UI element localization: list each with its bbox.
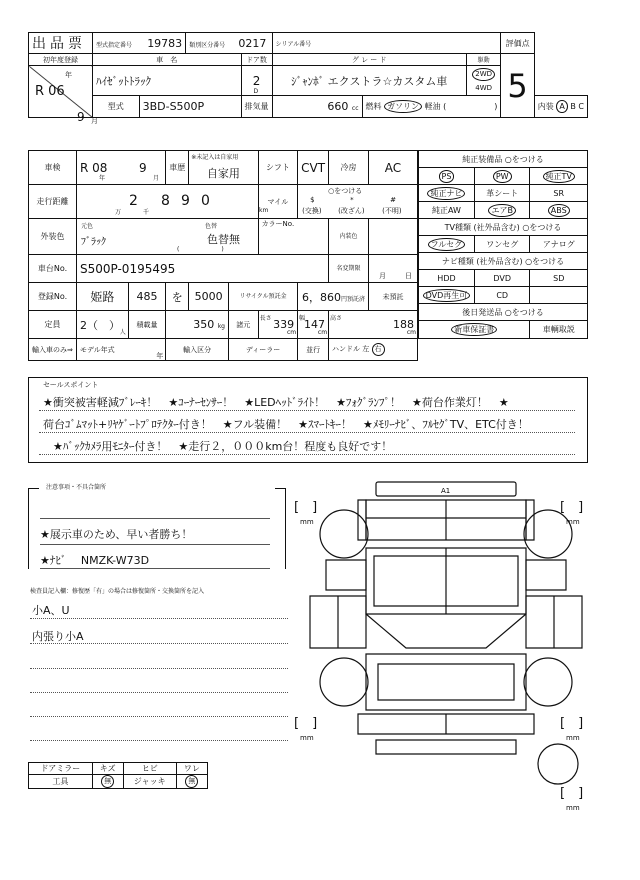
doors-label: ドア数 [241,54,272,66]
import-class-label: 輸入区分 [166,339,229,361]
note-line-2: ★展示車のため、早い者勝ち！ [40,528,193,541]
name-change-day: 日 [405,272,412,280]
width-label: 幅 [299,315,306,322]
drive-4wd: 4WD [475,83,493,92]
import-label: 輸入車のみ⇒ [29,339,77,361]
equip-ps: PS [439,170,455,183]
equip-leather: 革シート [474,185,530,202]
tv-header: TV種類 (社外品含む) ○をつける [419,219,588,236]
length-label: 長さ [259,315,272,322]
mileage-label: 走行距離 [29,185,77,219]
height-cm: cm [406,329,416,336]
equip-airbag: エアB [488,204,516,217]
inspection-label: 車検 [29,151,77,185]
form-title: 出品票 [29,33,93,54]
bracket-rear-left: [ ] [294,716,318,731]
vehicle-header-table [28,32,588,125]
interior-label: 内装 [537,102,554,111]
equip-genuine-tv: 純正TV [543,170,575,183]
color-change: 色替無 [206,233,240,246]
handle-left: 左 [362,345,370,353]
grade-name: ｼﾞｬﾝﾎﾞ エクストラ☆カスタム車 [272,66,466,96]
capacity-label: 定員 [29,311,77,339]
navi-header: ナビ種類 (社外品含む) ○をつける [419,253,588,270]
model-year-unit: 年 [156,352,164,360]
month-suffix: 月 [91,117,98,125]
interior-color-label: 内装色 [329,219,369,255]
inspector-line-2: 内張り小A [32,630,84,643]
spare-tire-diagram [534,740,584,790]
acc-header-crack: ヒビ [123,763,176,775]
mm-rear-left: mm [300,734,314,742]
meter-exchange-sub: (交換) [302,207,322,215]
inspection-year: R 08 [79,160,108,175]
equip-pw: PW [493,170,512,183]
length-cm: cm [286,329,297,336]
height-value: 188 [393,318,414,331]
chassis-value: S500P-0195495 [76,255,328,283]
reg-class: 485 [128,283,166,311]
tv-oneseg: ワンセグ [474,236,530,253]
bracket-front-right: [ ] [560,500,584,515]
shift-label: シフト [258,151,298,185]
width-cm: cm [317,329,328,336]
navi-empty [530,287,588,304]
acc-tools-label: 工具 [29,775,93,789]
displacement-label: 排気量 [241,96,272,118]
capacity-value: 2（ ） [79,318,120,332]
reg-area: 姫路 [76,283,128,311]
sales-point-line-3: ★ﾊﾞｯｸｶﾒﾗ用ﾓﾆﾀｰ付き！ ★走行２，０００km台！程度も良好です！ [53,440,393,453]
meter-unknown-sub: (不明) [382,207,402,215]
inspection-year-unit: 年 [98,175,105,182]
interior-c: C [578,102,584,111]
interior-color-value [369,219,418,255]
chassis-label: 車台No. [29,255,77,283]
meter-tamper: * [350,196,354,204]
load-label: 積載量 [128,311,166,339]
mileage-digit-2: 8 [160,193,170,209]
doors-value: 2 [252,73,261,88]
class-no: 0217 [238,36,267,50]
navi-dvd-play: DVD再生可 [423,289,471,302]
mileage-sen-unit: 千 [142,209,149,216]
first-reg-month: 9 [77,110,85,124]
mileage-digit-4: 0 [200,193,210,209]
tv-fullseg: フルセグ [428,238,466,251]
serial-label: シリアル番号 [275,40,312,48]
car-name-label: 車 名 [92,54,241,66]
interior-b: B [570,102,576,111]
sales-points-label: セールスポイント [43,381,99,389]
navi-hdd: HDD [419,270,475,287]
grade-points-label: 評価点 [501,33,534,54]
navi-cd: CD [474,287,530,304]
bracket-front-left: [ ] [294,500,318,515]
model-value: 3BD-S500P [139,96,241,118]
fuel-paren: ( ) [443,102,498,111]
equipment-table [418,150,588,339]
mileage-digit-1: 2 [128,193,138,209]
first-reg-label: 初年度登録 [29,54,93,66]
usage-label: 車歴 [166,151,189,185]
meter-unknown: # [390,196,396,204]
mileage-man-unit: 万 [114,209,121,216]
later-manual: 車輌取説 [530,321,588,339]
import-dealer: ディーラー [229,339,298,361]
grade-points-value: 5 [501,54,534,118]
color-change-label: 色替 [204,223,217,230]
load-unit: kg [217,323,225,330]
mileage-digit-3: 9 [180,193,190,209]
navi-dvd: DVD [474,270,530,287]
name-change-label: 名変期限 [329,255,369,283]
mile-label: マイル [258,185,298,219]
later-warranty: 新車保証書 [451,323,497,336]
tv-analog: アナログ [530,236,588,253]
fuel-label: 燃料 [365,102,382,111]
usage-note: ※未記入は自家用 [191,154,239,161]
inspector-line-1: 小A、U [32,604,70,617]
vehicle-details-table [28,150,418,361]
reg-kana: を [166,283,189,311]
load-value: 350 [193,318,215,331]
first-reg-year: R 06 [35,84,65,99]
ac-label: 冷房 [329,151,369,185]
model-label: 型式 [92,96,139,118]
drive-2wd: 2WD [472,68,495,81]
notes-label: 注意事項・不具合箇所 [46,484,107,491]
acc-header-scratch: キズ [92,763,123,775]
acc-header-mirror: ドアミラー [29,763,93,775]
meter-tamper-sub: (改ざん) [338,207,365,215]
mm-spare: mm [566,804,580,812]
model-year-label: モデル年式 [79,345,115,354]
usage-value: 自家用 [206,166,240,180]
length-value: 339 [273,318,295,331]
meter-exchange: $ [310,196,315,204]
inspection-month-unit: 月 [152,175,159,182]
fuel-gasoline: ガソリン [384,100,422,113]
later-header: 後日発送品 ○をつける [419,304,588,321]
acc-tools-value: 無 [101,775,114,788]
inspection-month: 9 [138,161,147,175]
sales-point-line-1: ★衝突被害軽減ﾌﾞﾚｰｷ！ ★ｺｰﾅｰｾﾝｻｰ！ ★LEDﾍｯﾄﾞﾗｲﾄ！ ★ﾌｫｸﾞﾗﾝﾌﾟ！ ★荷台作業灯！ ★ [43,396,509,409]
type-no: 19783 [147,36,183,50]
equip-sr: SR [530,185,588,202]
grade-col-label: グ レ ー ド [272,54,466,66]
recycle-value: 6，860 [301,290,341,304]
recycle-unit: 円預託済 [340,295,365,303]
acc-jack-label: ジャッキ [123,775,176,789]
a1-label: A1 [441,487,451,495]
genuine-header: 純正装備品 ○をつける [419,151,588,168]
fuel-light: 軽油 [424,102,441,111]
acc-header-break: ワレ [176,763,207,775]
sales-points-box [28,377,588,463]
name-change-month: 月 [379,272,386,280]
reg-number: 5000 [189,283,229,311]
doors-type: D [253,88,259,95]
dims-label: 諸元 [229,311,259,339]
drive-label: 駆動 [466,54,501,66]
width-value: 147 [304,318,326,331]
color-no-label: カラーNo. [258,219,328,255]
color-paren: ( ) [176,246,224,253]
type-no-label: 型式指定番号 [95,41,132,49]
height-label: 高さ [330,315,343,322]
equip-genuine-aw: 純正AW [419,202,475,219]
import-parallel: 並行 [298,339,329,361]
capacity-unit: 人 [119,329,126,336]
equip-genuine-navi: 純正ナビ [427,187,465,200]
inspector-label: 検査員記入欄：修復歴「有」の場合は修復箇所・交換箇所を記入 [30,588,205,595]
shift-value: CVT [298,151,329,185]
meter-circle-note: ○をつける [328,187,363,195]
handle-right: 右 [372,343,385,356]
car-name: ﾊｲｾﾞｯﾄﾄﾗｯｸ [92,66,241,96]
recycle-not: 未預託 [369,283,418,311]
mm-front-left: mm [300,518,314,526]
bracket-spare: [ ] [560,786,584,801]
bracket-rear-right: [ ] [560,716,584,731]
sales-point-line-2: 荷台ｺﾞﾑﾏｯﾄ+ﾘﾔｹﾞｰﾄﾌﾟﾛﾃｸﾀｰ付き！ ★フル装備！ ★ｽﾏｰﾄｷｰ！ ★ﾒﾓﾘｰﾅﾋﾞ、ﾌﾙｾｸﾞTV、ETC付き！ [43,418,529,431]
original-color: ﾌﾞﾗｯｸ [80,237,106,248]
interior-a: A [556,100,567,113]
navi-sd: SD [530,270,588,287]
accessories-table [28,762,208,789]
year-suffix: 年 [65,71,72,79]
original-color-label: 元色 [80,223,93,230]
handle-label: ハンドル [332,345,361,353]
mm-front-right: mm [566,518,580,526]
notes-box [28,482,286,572]
note-line-3: ★ﾅﾋﾞ NMZK-W73D [40,554,150,567]
recycle-label: リサイクル預託金 [229,283,298,311]
class-no-label: 類別区分番号 [189,41,226,49]
displacement-value: 660 [327,100,349,113]
acc-jack-value: 無 [185,775,198,788]
mm-rear-right: mm [566,734,580,742]
equip-abs: ABS [548,204,570,217]
reg-label: 登録No. [29,283,77,311]
ac-value: AC [369,151,418,185]
cc-unit: cc [351,105,359,112]
mileage-km-unit: km [258,207,269,214]
color-label: 外装色 [29,219,77,255]
